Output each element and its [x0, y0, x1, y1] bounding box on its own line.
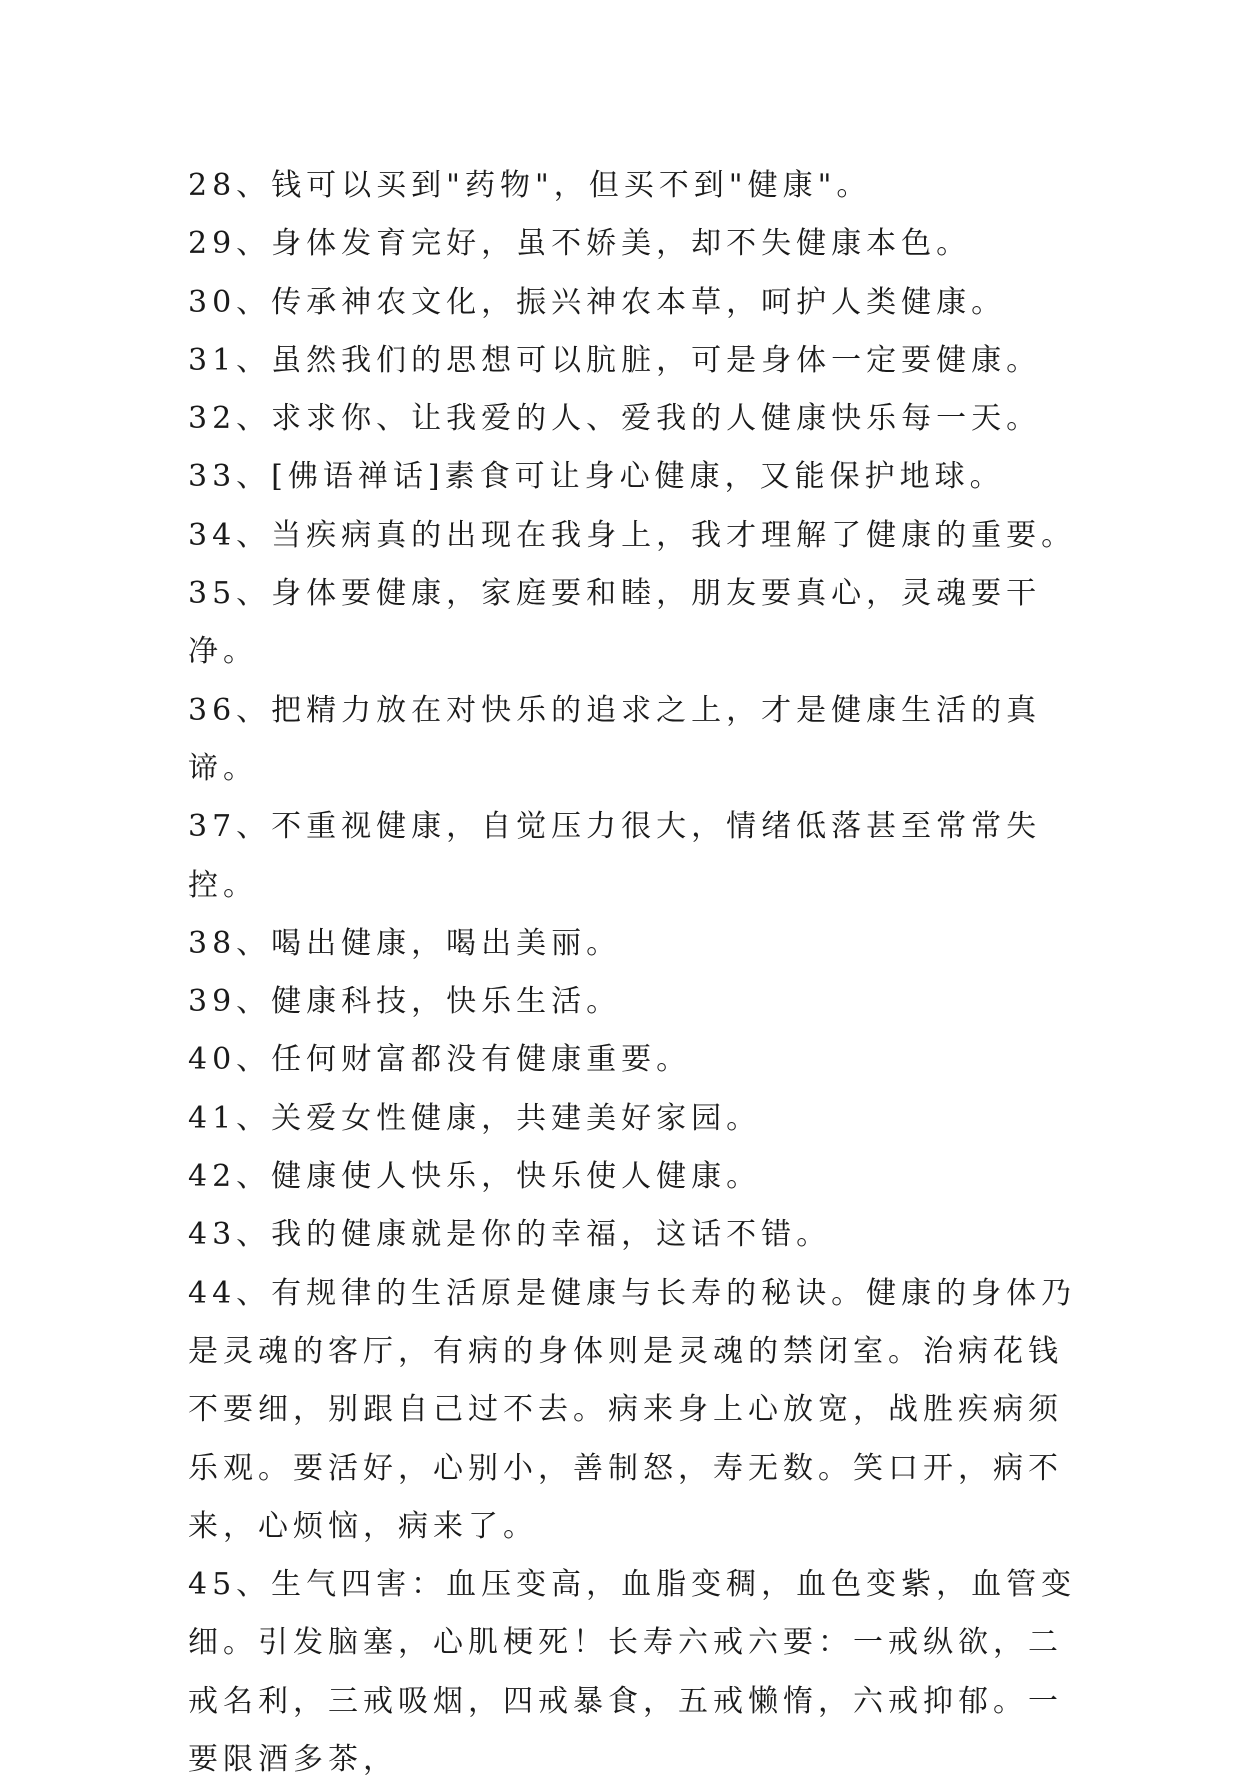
list-item-40: 40、任何财富都没有健康重要。 [188, 1042, 692, 1078]
list-item-30: 30、传承神农文化，振兴神农本草，呵护人类健康。 [188, 284, 1007, 320]
list-item-28: 28、钱可以买到"药物"，但买不到"健康"。 [188, 168, 872, 203]
list-item-43: 43、我的健康就是你的幸福，这话不错。 [188, 1217, 832, 1253]
list-item-32: 32、求求你、让我爱的人、爱我的人健康快乐每一天。 [188, 401, 1042, 437]
list-item-37: 37、不重视健康，自觉压力很大，情绪低落甚至常常失控。 [188, 809, 1042, 903]
list-item-34: 34、当疾病真的出现在我身上，我才理解了健康的重要。 [188, 517, 1077, 553]
list-item-41: 41、关爱女性健康，共建美好家园。 [188, 1100, 762, 1136]
list-item-36: 36、把精力放在对快乐的追求之上，才是健康生活的真谛。 [188, 692, 1042, 786]
list-item-35: 35、身体要健康，家庭要和睦，朋友要真心，灵魂要干净。 [188, 576, 1042, 670]
list-item-39: 39、健康科技，快乐生活。 [188, 984, 622, 1020]
list-item-38: 38、喝出健康，喝出美丽。 [188, 925, 622, 961]
list-item-45: 45、生气四害：血压变高，血脂变稠，血色变紫，血管变细。引发脑塞，心肌梗死！长寿六戒六要：一戒纵欲，二戒名利，三戒吸烟，四戒暴食，五戒懒惰，六戒抑郁。一要限酒多茶， [188, 1567, 1077, 1778]
document-body [188, 157, 1088, 1789]
list-item-42: 42、健康使人快乐，快乐使人健康。 [188, 1159, 762, 1195]
list-item-33: 33、[佛语禅话]素食可让身心健康，又能保护地球。 [188, 459, 1005, 495]
list-item-31: 31、虽然我们的思想可以肮脏，可是身体一定要健康。 [188, 342, 1042, 378]
list-item-29: 29、身体发育完好，虽不娇美，却不失健康本色。 [188, 226, 972, 262]
list-item-44: 44、有规律的生活原是健康与长寿的秘诀。健康的身体乃是灵魂的客厅，有病的身体则是灵魂的禁闭室。治病花钱不要细，别跟自己过不去。病来身上心放宽，战胜疾病须乐观。要活好，心别小，善制怒，寿无数。笑口开，病不来，心烦恼，病来了。 [188, 1275, 1077, 1544]
